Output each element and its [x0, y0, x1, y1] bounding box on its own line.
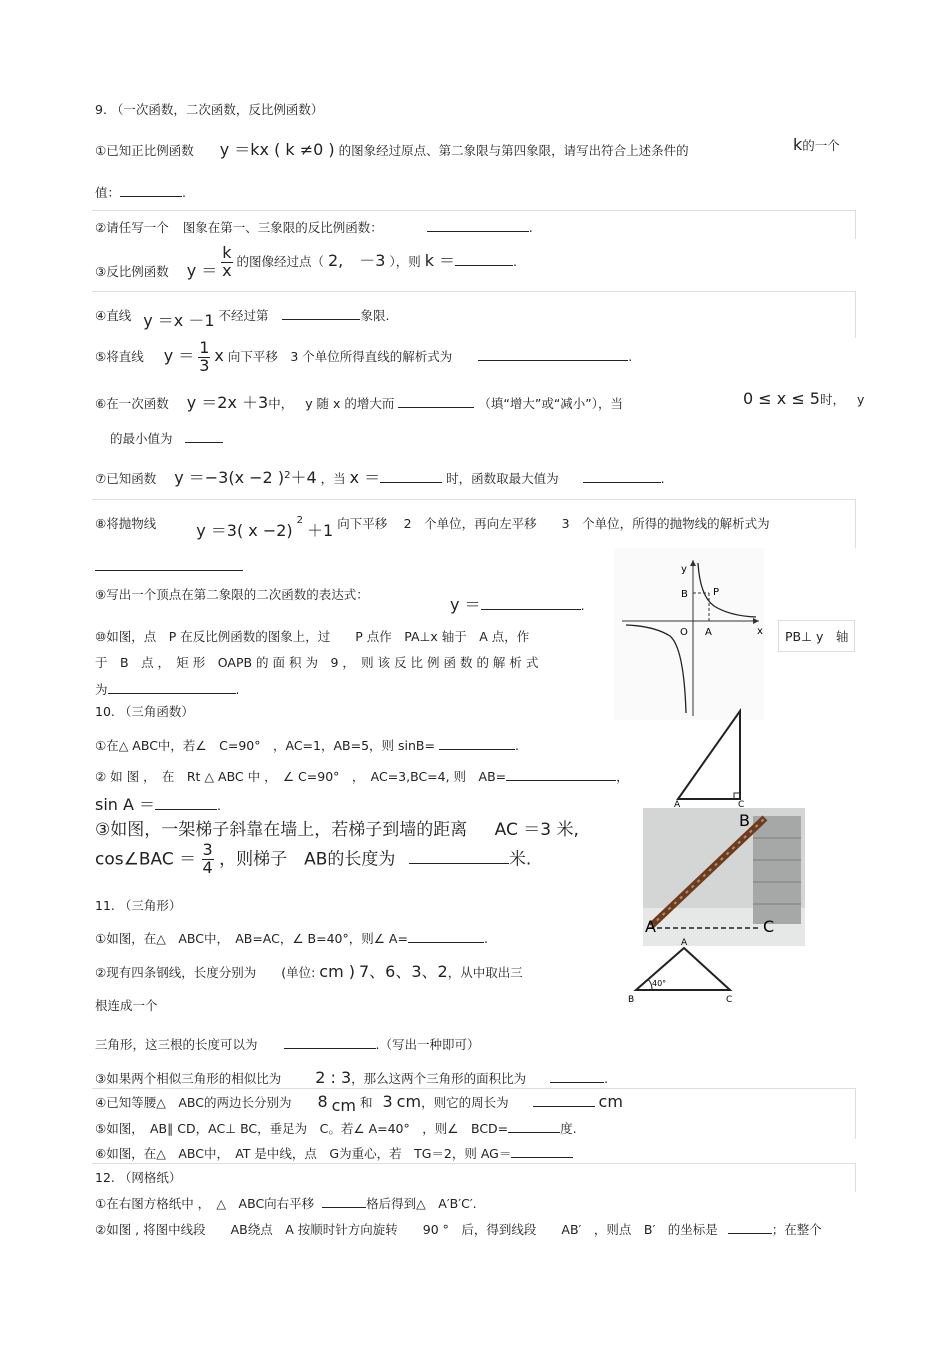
q9-6-line2 — [110, 428, 223, 447]
q11-3-answer-blank[interactable] — [550, 1068, 604, 1083]
q9-8-answer-line — [95, 556, 243, 574]
q9-4-prefix: ④直线 — [95, 308, 132, 323]
iso-angle-label: 40° — [652, 979, 667, 988]
q9-9-text: ⑨写出一个顶点在第二象限的二次函数的表达式： — [95, 587, 369, 602]
isosceles-figure — [622, 934, 740, 1006]
q9-9-answer-line — [450, 592, 585, 615]
q9-10-line2: 于 B 点 ， 矩 形 OAPB 的 面 积 为 9 ， 则 该 反 比 例 函 数 的 解 析 式 — [95, 655, 539, 670]
q9-6-answer-blank-2[interactable] — [185, 428, 223, 443]
hyperbola-x-label: x — [757, 626, 763, 637]
s12-box — [92, 1163, 856, 1192]
q11-2-answer-blank[interactable] — [284, 1034, 376, 1049]
q10-2-sina: sin A ＝ — [95, 795, 156, 814]
q9-5-line — [95, 340, 632, 375]
hyperbola-p-label: P — [713, 587, 720, 598]
q9-1-formula: y ＝kx ( k ≠0 ) — [219, 140, 335, 159]
q11-6-line — [95, 1143, 573, 1162]
q10-2-answer-blank-1[interactable] — [506, 766, 616, 781]
q11-6-text: ⑥如图，在△ ABC中， AT 是中线，点 G为重心，若 TG＝2，则 AG＝ — [95, 1146, 512, 1161]
q9-2-answer-blank[interactable] — [427, 217, 529, 232]
q11-4-answer-blank[interactable] — [533, 1092, 595, 1107]
q10-2-end: ， — [616, 769, 629, 784]
q9-1-value-label: 值： — [95, 185, 121, 200]
q9-7-answer-blank-1[interactable] — [380, 468, 442, 483]
q11-2-line2: 根连成一个 — [95, 998, 158, 1013]
q10-1-answer-blank[interactable] — [439, 735, 515, 750]
q9-3-text: 的图像经过点（ — [236, 253, 325, 269]
q9-10-line3 — [95, 679, 240, 698]
q11-1-text: ①如图，在△ ABC中， AB=AC，∠ B=40°，则∠ A= — [95, 931, 408, 946]
q10-3-ac: AC ＝3 米, — [494, 820, 579, 840]
q9-1-answer-blank[interactable] — [120, 182, 182, 197]
q9-9-answer-blank[interactable] — [481, 595, 581, 610]
q10-3-line2 — [95, 842, 531, 877]
hyperbola-y-label: y — [681, 564, 687, 575]
q9-2-end: . — [528, 220, 533, 235]
q9-2-text-b: 图象在第一、三象限的反比例函数： — [182, 220, 383, 235]
hyperbola-bg — [614, 548, 764, 720]
q9-3-keq: k ＝ — [424, 250, 456, 270]
q9-5-num: 1 — [199, 338, 210, 357]
ladder-figure — [643, 808, 805, 946]
q9-3-answer-blank[interactable] — [455, 251, 513, 266]
q12-1-line — [95, 1193, 477, 1212]
q9-8-prefix: ⑧将抛物线 — [95, 516, 157, 531]
q11-5-text: ⑤如图， AB∥ CD，AC⊥ BC，垂足为 C。若∠ A=40° ，则∠ BCD= — [95, 1121, 509, 1136]
q9-1-text: 的图象经过原点、第二象限与第四象限，请写出符合上述条件的 — [338, 143, 689, 158]
q9-9-line — [95, 585, 369, 603]
q9-4-line — [95, 302, 390, 330]
q10-2-sina-line — [95, 792, 221, 815]
q9-10-answer-blank[interactable] — [108, 679, 236, 694]
q9-7-exp: 2 — [284, 469, 291, 481]
q11-5-end: 度. — [560, 1121, 577, 1136]
ladder-label-a: A — [645, 917, 656, 936]
q11-5-line — [95, 1118, 577, 1137]
ladder-label-c: C — [763, 917, 775, 936]
q9-7-line — [95, 465, 665, 488]
q10-3-unit: 米. — [508, 849, 532, 870]
q11-4-tail: ，则它的周长为 — [421, 1095, 509, 1110]
q9-6-text3: 时， — [819, 392, 845, 407]
q11-4-line — [95, 1092, 623, 1115]
q9-8-answer-blank[interactable] — [95, 556, 243, 571]
hyperbola-a-label: A — [705, 627, 712, 638]
iso-label-a: A — [681, 938, 688, 948]
q9-5-text: 向下平移 3 个单位所得直线的解析式为 — [227, 348, 453, 364]
q12-2-answer-blank[interactable] — [728, 1219, 772, 1234]
q9-10-end: . — [235, 682, 240, 697]
q9-8-tail: ＋1 — [307, 521, 334, 540]
iso-label-c: C — [726, 995, 733, 1005]
rt-label-a: A — [674, 800, 681, 807]
q10-2-text: ② 如 图 ， 在 Rt △ ABC 中 ， ∠ C=90° ， AC=3,BC=4, 则 AB= — [95, 769, 507, 784]
q9-5-den: 3 — [199, 355, 210, 375]
q11-1-answer-blank[interactable] — [408, 928, 484, 943]
q12-2-text: ②如图 , 将图中线段 AB绕点 A 按顺时针方向旋转 90 ° 后，得到线段 AB′ ，则点 B′ 的坐标是 — [95, 1222, 718, 1237]
q9-6-range: 0 ≤ x ≤ 5 — [743, 389, 820, 408]
q9-4-formula: y ＝x －1 — [143, 311, 215, 330]
q10-2-answer-blank-2[interactable] — [155, 795, 217, 810]
q9-8-line — [95, 510, 770, 540]
q9-10-line3-text: 为 — [95, 682, 108, 697]
q9-6-answer-blank-1[interactable] — [398, 393, 474, 408]
q11-4-unit: cm — [598, 1092, 623, 1111]
q9-5-fraction — [198, 340, 210, 375]
q11-4-b: 3 — [382, 1092, 393, 1111]
q10-3-num: 3 — [202, 840, 213, 859]
q9-3-prefix: ③反比例函数 — [95, 263, 169, 279]
q10-2-line — [95, 766, 629, 785]
q9-1-end: . — [182, 185, 186, 200]
q9-5-prefix: ⑤将直线 — [95, 348, 144, 364]
q9-9-yeq: y ＝ — [450, 595, 481, 614]
q9-7-answer-blank-2[interactable] — [583, 468, 661, 483]
q9-1-line — [95, 137, 689, 160]
q9-4-answer-blank[interactable] — [282, 305, 360, 320]
q9-10-line1: ⑩如图，点 P 在反比例函数的图象上，过 P 点作 PA⊥x 轴于 A 点，作 — [95, 629, 530, 644]
q10-3-cos: cos∠BAC ＝ — [95, 849, 197, 870]
q9-10-note: PB⊥ y 轴 — [785, 629, 849, 644]
q9-1-k: k — [793, 135, 803, 154]
section-10-heading: 10. （三角函数） — [95, 704, 194, 719]
q11-2-note: .（写出一种即可） — [375, 1037, 480, 1052]
q9-3-den: x — [222, 260, 232, 280]
section-12-heading: 12. （网格纸） — [95, 1170, 182, 1185]
q9-3-point: 2, －3 — [328, 250, 386, 270]
q11-2-text: ②现有四条钢线，长度分别为 (单位: — [95, 965, 316, 980]
q11-2-unit: cm ) — [319, 962, 355, 981]
q9-3-end: . — [513, 253, 518, 269]
q10-3-line1 — [95, 815, 579, 840]
q10-1-line — [95, 735, 519, 754]
q11-4-cm: cm — [331, 1096, 357, 1115]
q9-7-prefix: ⑦已知函数 — [95, 471, 157, 486]
q9-6-text1: y 随 x 的增大而 — [305, 396, 395, 411]
q9-3-lhs: y ＝ — [186, 260, 218, 280]
q9-6-range-line — [743, 389, 864, 408]
q11-4-a: 8 — [317, 1092, 328, 1111]
q9-2-line — [95, 217, 533, 236]
q11-2-tail: ，从中取出三 — [447, 965, 523, 980]
rt-label-c: C — [738, 800, 745, 807]
q11-3-text: ③如果两个相似三角形的相似比为 — [95, 1071, 282, 1086]
q9-1-prefix: ①已知正比例函数 — [95, 143, 194, 158]
q10-3-text2: ，则梯子 AB的长度为 — [219, 849, 396, 870]
q9-5-var: x — [214, 345, 224, 365]
q9-3-close: ），则 — [389, 253, 421, 269]
q9-3-line — [95, 245, 517, 280]
section-9-heading: 9. （一次函数，二次函数，反比例函数） — [95, 102, 324, 117]
q9-7-text1: ，当 — [320, 471, 346, 486]
q11-3-ratio: 2 : 3 — [315, 1068, 352, 1087]
q9-1-k-line — [793, 135, 840, 154]
q12-1-answer-blank[interactable] — [322, 1193, 366, 1208]
q11-4-cm2: cm — [396, 1092, 422, 1111]
q11-3-tail: ，那么这两个三角形的面积比为 — [351, 1071, 527, 1086]
iso-triangle — [636, 948, 730, 990]
hyperbola-o-label: O — [680, 627, 688, 638]
hyperbola-b-label: B — [681, 589, 688, 600]
q9-10-note-box — [778, 620, 855, 652]
q11-6-answer-blank[interactable] — [511, 1143, 573, 1158]
q11-2-nums: 7、6、3、2 — [358, 962, 448, 981]
q9-6-y: y — [856, 392, 865, 407]
q9-3-num: k — [222, 243, 232, 262]
q10-3-line1-text: ③如图，一架梯子斜靠在墙上，若梯子到墙的距离 — [95, 820, 468, 840]
ladder-label-b: B — [739, 811, 750, 830]
q9-6-mid: 中， — [268, 396, 294, 411]
q9-5-end: . — [628, 348, 633, 364]
q12-1-tail: 格后得到△ A′B′C′. — [366, 1196, 477, 1211]
q11-4-and: 和 — [360, 1095, 373, 1110]
q9-7-end: . — [660, 471, 665, 486]
q9-7-tail: ＋4 — [290, 468, 317, 487]
q9-5-answer-blank[interactable] — [478, 346, 628, 361]
q9-3-fraction — [221, 245, 232, 280]
q11-1-end: . — [483, 931, 488, 946]
q11-5-answer-blank[interactable] — [508, 1118, 560, 1133]
q10-1-end: . — [514, 738, 519, 753]
q12-2-tail: ；在整个 — [771, 1222, 822, 1237]
q9-8-text: 向下平移 2 个单位，再向左平移 3 个单位，所得的抛物线的解析式为 — [337, 516, 770, 531]
iso-label-b: B — [628, 995, 635, 1005]
q11-3-end: . — [604, 1071, 609, 1086]
q9-4-text: 不经过第 — [218, 308, 269, 323]
q9-4-end: 象限. — [360, 308, 390, 323]
q9-1-suffix: 的一个 — [802, 138, 840, 153]
section-11-heading: 11. （三角形） — [95, 898, 182, 913]
rt-triangle — [678, 711, 740, 799]
q9-8-formula: y ＝3( x −2) — [196, 521, 293, 540]
q10-3-den: 4 — [202, 857, 213, 877]
q9-7-xeq: x ＝ — [349, 468, 381, 487]
q12-2-line — [95, 1219, 822, 1238]
q11-2-line — [95, 959, 523, 982]
q9-7-formula: y ＝−3(x −2 ) — [174, 468, 285, 487]
q12-1-text: ①在右图方格纸中 ， △ ABC向右平移 — [95, 1196, 315, 1211]
q10-1-text: ①在△ ABC中，若∠ C=90° ，AC=1，AB=5，则 sinB= — [95, 738, 435, 753]
q9-5-lhs: y ＝ — [163, 345, 195, 365]
ladder-wall — [753, 816, 801, 924]
q9-6-line2-text: 的最小值为 — [110, 431, 173, 446]
q11-2-line3 — [95, 1034, 479, 1053]
q11-2-line3-text: 三角形，这三根的长度可以为 — [95, 1037, 258, 1052]
q9-6-prefix: ⑥在一次函数 — [95, 396, 169, 411]
q9-9-end: . — [580, 598, 585, 613]
q9-2-text-a: ②请任写一个 — [95, 220, 169, 235]
hyperbola-figure — [614, 548, 764, 720]
q9-7-text2: 时，函数取最大值为 — [446, 471, 559, 486]
q11-4-text: ④已知等腰△ ABC的两边长分别为 — [95, 1095, 292, 1110]
right-triangle-figure — [668, 707, 754, 807]
q10-3-fraction — [202, 842, 214, 877]
q10-3-answer-blank[interactable] — [409, 845, 509, 864]
q9-6-line — [95, 390, 623, 413]
q11-3-line — [95, 1068, 608, 1087]
q9-8-exp: 2 — [296, 514, 304, 526]
q10-2-end2: . — [217, 798, 222, 813]
q9-6-formula: y ＝2x ＋3 — [186, 393, 269, 412]
q11-1-line — [95, 928, 488, 947]
q9-6-text2: （填“增大”或“减小”），当 — [478, 396, 624, 411]
q9-1-value-line — [95, 182, 186, 201]
